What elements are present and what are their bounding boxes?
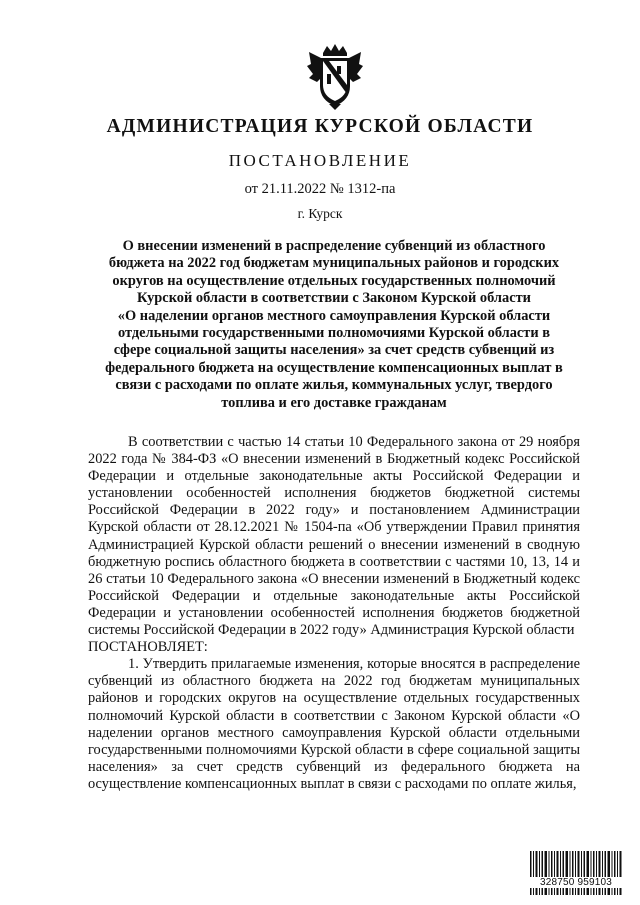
subject-line: федерального бюджета на осуществление компенсационных выплат в: [105, 359, 563, 376]
barcode-icon: [530, 851, 622, 895]
body-item-1: 1. Утвердить прилагаемые изменения, которые вносятся в распределение субвенций из областного бюджета на 2022 год бюджетам муниципальных районов и городских округов на осуществление отдельных государственных полномочий Курской области в соответствии с Законом Курской области «О наделении органов местного самоуправления Курской области отдельными государственными полномочиями Курской области в сфере социальной защиты населения» за счет средств субвенций из федерального бюджета на осуществление компенсационных выплат в связи с расходами по оплате жилья,: [88, 656, 580, 792]
subject-line: сфере социальной защиты населения» за счет средств субвенций из: [113, 342, 555, 359]
city: г. Курск: [297, 206, 343, 221]
subject-line: топлива и его доставке гражданам: [221, 394, 447, 411]
barcode-number: 328750 959103: [528, 877, 624, 888]
document-body: [88, 434, 580, 793]
document-subject: [84, 238, 584, 412]
body-intro: В соответствии с частью 14 статьи 10 Федерального закона от 29 ноября 2022 года № 384-ФЗ «О внесении изменений в Бюджетный кодекс Российской Федерации и отдельные законодательные акты Российской Федерации и установлении особенностей исполнения бюджетов бюджетной системы Российской Федерации в 2022 году» и постановлением Администрации Курской области от 28.12.2021 № 1504-па «Об утверждении Правил принятия Администрацией Курской области решений о внесении изменений в сводную бюджетную роспись областного бюджета в соответствии с частями 10, 13, 14 и 26 статьи 10 Федерального закона «О внесении изменений в Бюджетный кодекс Российской Федерации и отдельные законодательные акты Российской Федерации и установлении особенностей исполнения бюджетов бюджетной системы Российской Федерации в 2022 году» Администрация Курской области: [88, 434, 580, 639]
document-type: ПОСТАНОВЛЕНИЕ: [228, 151, 412, 170]
coat-of-arms-icon: [307, 44, 363, 110]
subject-line: О внесении изменений в распределение субвенций из областного: [122, 238, 546, 254]
organization-title: АДМИНИСТРАЦИЯ КУРСКОЙ ОБЛАСТИ: [106, 116, 534, 137]
subject-line: Курской области в соответствии с Законом Курской области: [137, 290, 531, 307]
subject-line: «О наделении органов местного самоуправления Курской области: [117, 307, 551, 324]
date-number: от 21.11.2022 № 1312-па: [244, 181, 396, 197]
resolves-heading: ПОСТАНОВЛЯЕТ:: [88, 639, 208, 656]
subject-line: бюджета на 2022 год бюджетам муниципальных районов и городских: [108, 255, 560, 272]
subject-line: связи с расходами по оплате жилья, коммунальных услуг, твердого: [115, 377, 553, 394]
subject-line: отдельными государственными полномочиями Курской области в: [117, 325, 551, 342]
subject-line: округов на осуществление отдельных государственных полномочий: [112, 272, 556, 289]
